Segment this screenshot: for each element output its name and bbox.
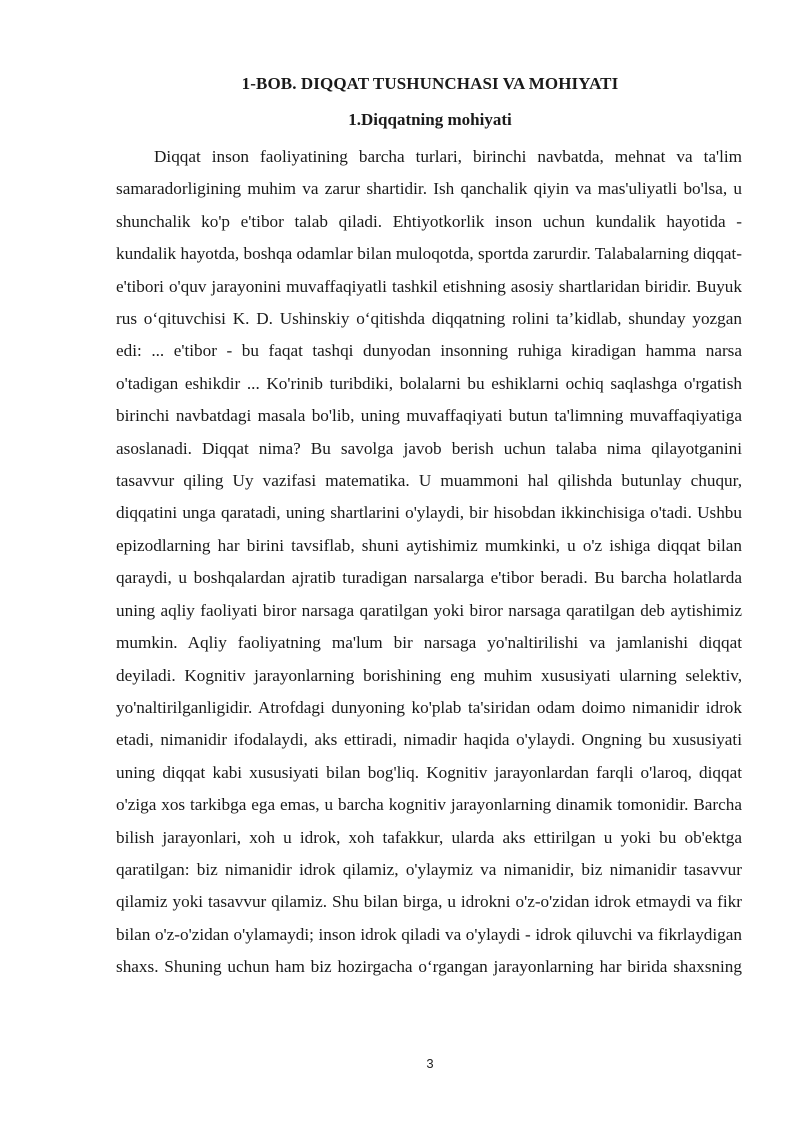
body-paragraph: Diqqat inson faoliyatining barcha turlari, birinchi navbatda, mehnat va ta'lim samaradorligining muhim va zarur shartidir. Ish qanchalik qiyin va mas'uliyatli bo'lsa, u shunchalik ko'p e'tibor talab qiladi. Ehtiyotkorlik inson uchun kundalik hayotida - kundalik hayotda, boshqa odamlar bilan muloqotda, sportda zarurdir. Talabalarning diqqat-e'tibori o'quv jarayonini muvaffaqiyatli tashkil etishning asosiy shartlaridan biridir. Buyuk rus o‘qituvchisi K. D. Ushinskiy o‘qitishda diqqatning rolini ta’kidlab, shunday yozgan edi: ... e'tibor - bu faqat tashqi dunyodan insonning ruhiga kiradigan hamma narsa o'tadigan eshikdir ... Ko'rinib turibdiki, bolalarni bu eshiklarni ochiq saqlashga o'rgatish birinchi navbatdagi masala bo'lib, uning muvaffaqiyati butun ta'limning muvaffaqiyatiga asoslanadi. Diqqat nima? Bu savolga javob berish uchun talaba nima qilayotganini tasavvur qiling Uy vazifasi matematika. U muammoni hal qilishda butunlay chuqur, diqqatini unga qaratadi, uning shartlarini o'ylaydi, bir hisobdan ikkinchisiga o'tadi. Ushbu epizodlarning har birini tavsiflab, shuni aytishimiz mumkinki, u o'z ishiga diqqat bilan qaraydi, u boshqalardan ajratib turadigan narsalarga e'tibor beradi. Bu barcha holatlarda uning aqliy faoliyati biror narsaga qaratilgan yoki biror narsaga qaratilgan deb aytishimiz mumkin. Aqliy faoliyatning ma'lum bir narsaga yo'naltirilishi va jamlanishi diqqat deyiladi. Kognitiv jarayonlarning borishining eng muhim xususiyati ularning selektiv, yo'naltirilganligidir. Atrofdagi dunyoning ko'plab ta'siridan odam doimo nimanidir idrok etadi, nimanidir ifodalaydi, aks ettiradi, nimadir haqida o'ylaydi. Ongning bu xususiyati uning diqqat kabi xususiyati bilan bog'liq. Kognitiv jarayonlardan farqli o'laroq, diqqat o'ziga xos tarkibga ega emas, u barcha kognitiv jarayonlarning dinamik tomonidir. Barcha bilish jarayonlari, xoh u idrok, xoh tafakkur, ularda aks ettirilgan u yoki bu ob'ektga qaratilgan: biz nimanidir idrok qilamiz, o'ylaymiz va nimanidir, biz nimanidir tasavvur qilamiz yoki tasavvur qilamiz. Shu bilan birga, u idrokni o'z-o'zidan idrok etmaydi va fikr bilan o'z-o'zidan o'ylamaydi; inson idrok qiladi va o'ylaydi - idrok qiluvchi va fikrlaydigan shaxs. Shuning uchun ham biz hozirgacha o‘rgangan jarayonlarning har birida shaxsning: [116, 147, 742, 977]
chapter-title: 1-BOB. DIQQAT TUSHUNCHASI VA MOHIYATI: [241, 74, 619, 93]
page-number: 3: [426, 1056, 434, 1071]
section-title: 1.Diqqatning mohiyati: [348, 110, 512, 129]
